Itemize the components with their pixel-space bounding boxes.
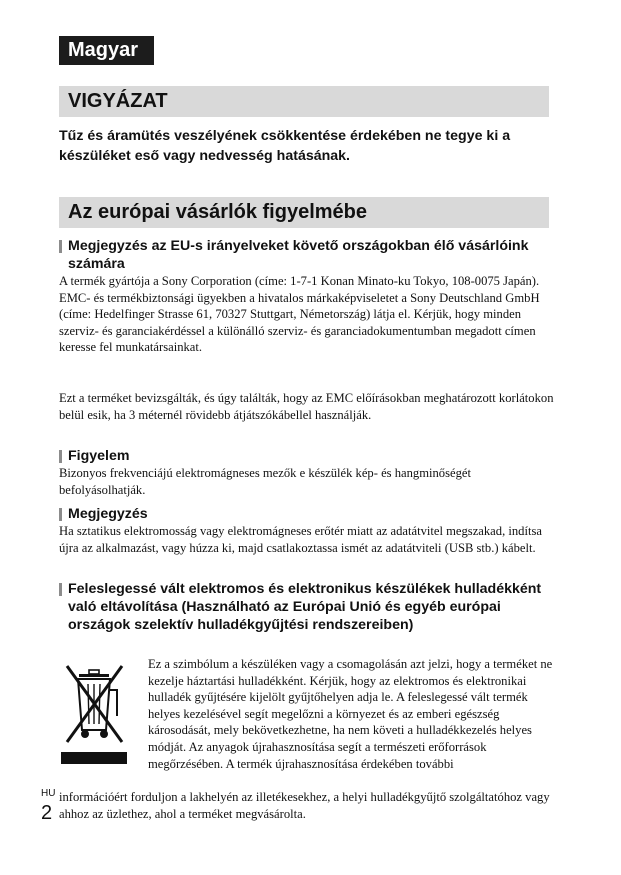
attention-text: Bizonyos frekvenciájú elektromágneses mezők e készülék kép- és hangminőségét befolyásolhatják. — [59, 466, 471, 497]
eu-notice-title-block — [59, 237, 554, 273]
page-language-code: HU — [41, 788, 56, 799]
disposal-text-indented: Ez a szimbólum a készüléken vagy a csomagolásán azt jelzi, hogy a terméket ne kezelje háztartási hulladékként. Kérjük, hogy az elektromos és elektronikai hulladék gyűjtésére kijelölt gyűjtőhelyen adja le. A feleslegessé vált termék helyes kezelésével segít megelőzni a környezet és az emberi egészség károsodását, mely bekövetkezhetne, ha nem követi a hulladékkezelés helyes módját. Az anyagok újrahasznosítása segít a természeti erőforrások megőrzésében. A termék újrahasznosítása érdekében további — [148, 657, 553, 771]
eu-notice-title: Megjegyzés az EU-s irányelveket követő országokban élő vásárlóink számára — [68, 238, 529, 272]
attention-title-block — [59, 447, 554, 465]
language-tab: Magyar — [59, 36, 154, 65]
note-text: Ha sztatikus elektromosság vagy elektromágneses erőtér miatt az adatátvitel megszakad, indítsa újra az alkalmazást, vagy húzza ki, majd csatlakoztassa ismét az adatátviteli (USB stb.) kábelt. — [59, 524, 542, 555]
section-marker — [59, 508, 62, 521]
eu-notice-para1: A termék gyártója a Sony Corporation (címe: 1-7-1 Konan Minato-ku Tokyo, 108-0075 Japán). EMC- és termékbiztonsági ügyekben a hivatalos márkaképviseletet a Sony Deutschland GmbH (címe: Hedelfinger Strasse 61, 70327 Stuttgart, Németország) látja el. Kérjük, hogy minden szerviz- és garanciakérdéssel a különálló szerviz- és garanciadokumentumban megadott címen keresse fel munkatársainkat. — [59, 274, 540, 355]
disposal-title-block — [59, 580, 554, 634]
section-marker — [59, 583, 62, 596]
attention-title: Figyelem — [68, 448, 130, 464]
disposal-text-full: információért forduljon a lakhelyén az illetékesekhez, a helyi hulladékgyűjtő szolgáltatóhoz vagy ahhoz az üzlethez, ahol a terméket megvásárolta. — [59, 790, 550, 821]
section-marker — [59, 240, 62, 253]
eu-section-heading: Az európai vásárlók figyelmébe — [59, 197, 549, 228]
warning-heading: VIGYÁZAT — [59, 86, 549, 117]
eu-notice-para2: Ezt a terméket bevizsgálták, és úgy találták, hogy az EMC előírásokban meghatározott korlátokon belül esik, ha 3 méternél rövidebb átjátszókábellel használják. — [59, 391, 554, 422]
section-marker — [59, 450, 62, 463]
note-title: Megjegyzés — [68, 506, 148, 522]
warning-text: Tűz és áramütés veszélyének csökkentése érdekében ne tegye ki a készüléket eső vagy nedvesség hatásának. — [59, 128, 511, 164]
note-title-block — [59, 505, 554, 523]
weee-crossed-bin-icon — [61, 660, 127, 764]
page-number: 2 — [41, 802, 53, 824]
disposal-title: Feleslegessé vált elektromos és elektronikus készülékek hulladékként való eltávolítása (Használható az Európai Unió és egyéb európai országok szelektív hulladékgyűjtési rendszereiben) — [68, 581, 542, 633]
